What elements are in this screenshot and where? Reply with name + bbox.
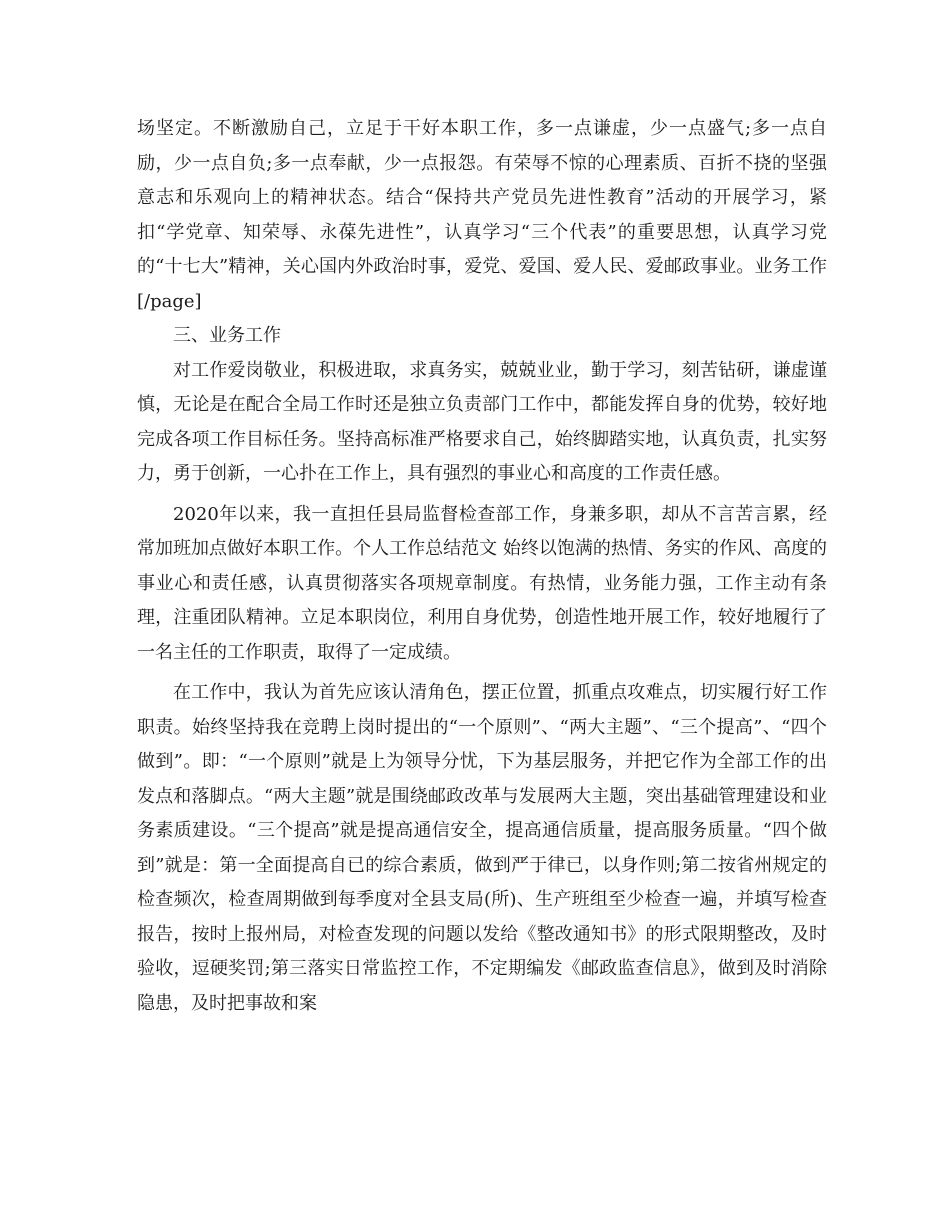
paragraph-role-responsibilities: 在工作中，我认为首先应该认清角色，摆正位置，抓重点攻难点，切实履行好工作职责。始终坚持我在竞聘上岗时提出的“一个原则”、“两大主题”、“三个提高”、“四个做到”。即：“一个原则”就是上为领导分忧，下为基层服务，并把它作为全部工作的出发点和落脚点。“两大主题”就是围绕邮政改革与发展两大主题，突出基础管理建设和业务素质建设。“三个提高”就是提高通信安全，提高通信质量，提高服务质量。“四个做到”就是：第一全面提高自已的综合素质，做到严于律已，以身作则;第二按省州规定的检查频次，检查周期做到每季度对全县支局(所)、生产班组至少检查一遍，并填写检查报告，按时上报州局，对检查发现的问题以发给《整改通知书》的形式限期整改，及时验收，逗硬奖罚;第三落实日常监控工作，不定期编发《邮政监查信息》，做到及时消除隐患，及时把事故和案 <box>137 682 827 1014</box>
document-body <box>137 112 827 1021</box>
section-heading-business-work: 三、业务工作 <box>173 325 281 346</box>
paragraph-since-2020: 2020年以来，我一直担任县局监督检查部工作，身兼多职，却从不言苦言累，经常加班加点做好本职工作。个人工作总结范文 始终以饱满的热情、务实的作风、高度的事业心和责任感，认真贯彻落实各项规章制度。有热情，业务能力强，工作主动有条理，注重团队精神。立足本职岗位，利用自身优势，创造性地开展工作，较好地履行了一名主任的工作职责，取得了一定成绩。 <box>137 503 827 663</box>
paragraph-work-attitude: 对工作爱岗敬业，积极进取，求真务实，兢兢业业，勤于学习，刻苦钻研，谦虚谨慎，无论是在配合全局工作时还是独立负责部门工作中，都能发挥自身的优势，较好地完成各项工作目标任务。坚持高标准严格要求自己，始终脚踏实地，认真负责，扎实努力，勇于创新，一心扑在工作上，具有强烈的事业心和高度的工作责任感。 <box>137 359 827 484</box>
paragraph-political-stance: 场坚定。不断激励自己，立足于干好本职工作，多一点谦虚，少一点盛气;多一点自励，少一点自负;多一点奉献，少一点报怨。有荣辱不惊的心理素质、百折不挠的坚强意志和乐观向上的精神状态。结合“保持共产党员先进性教育”活动的开展学习，紧扣“学党章、知荣辱、永葆先进性”，认真学习“三个代表”的重要思想，认真学习党的“十七大”精神，关心国内外政治时事，爱党、爱国、爱人民、爱邮政事业。业务工作[/page] <box>137 118 827 312</box>
